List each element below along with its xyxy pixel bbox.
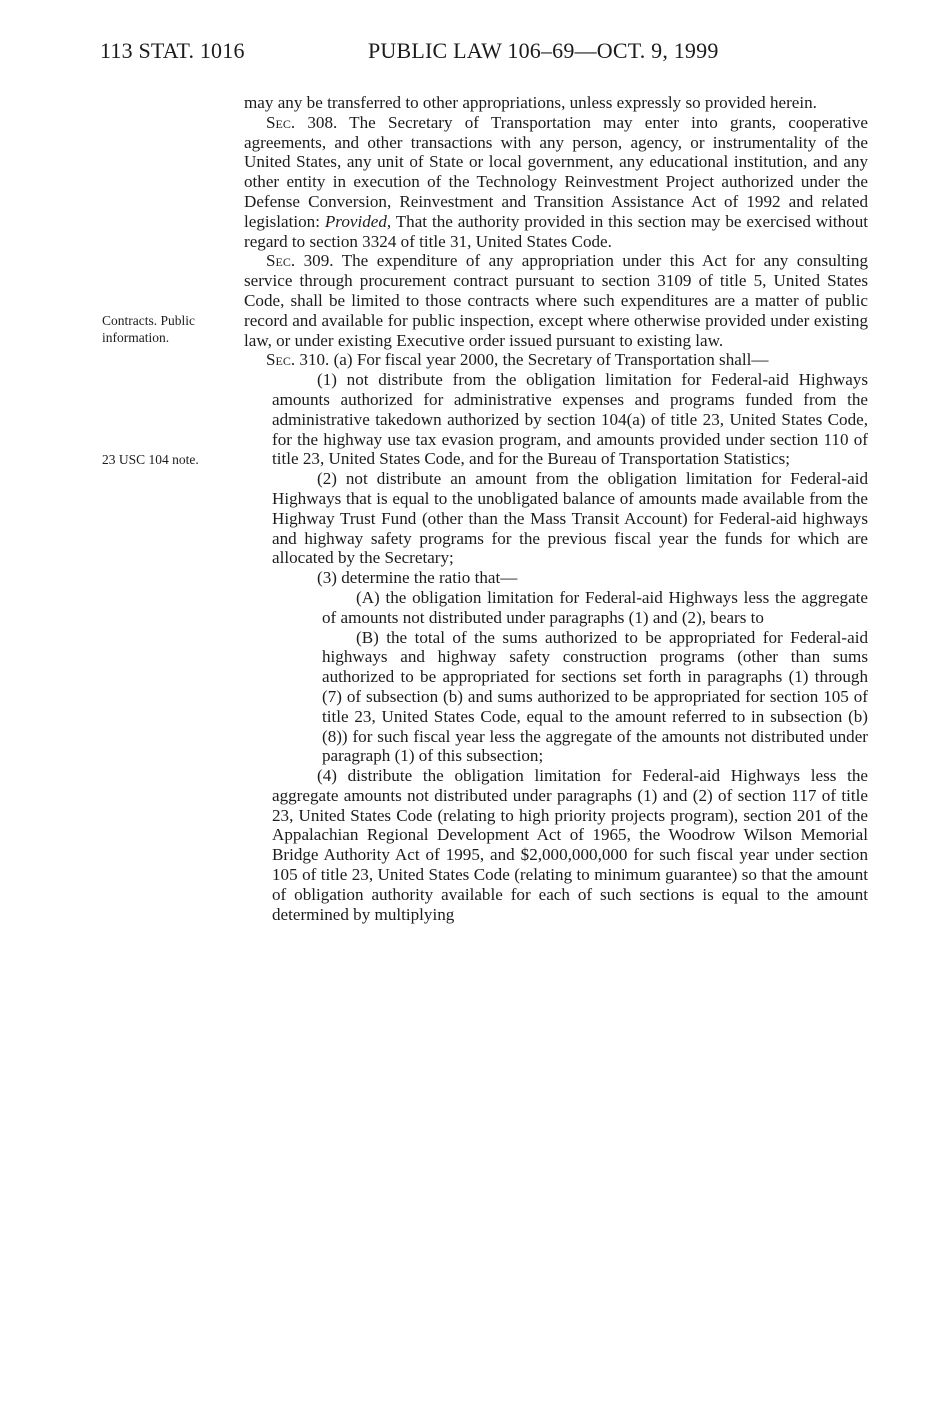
- paragraph-2: (2) not distribute an amount from the obligation limitation for Federal-aid Highways that is equal to the unobligated balance of amounts made available from the Highway Trust Fund (other than the Mass Transit Account) for Federal-aid highways and highway safety programs for the previous fiscal year the funds for which are allocated by the Secretary;: [272, 469, 868, 568]
- sec-label: Sec.: [266, 112, 296, 132]
- public-law-citation: PUBLIC LAW 106–69—OCT. 9, 1999: [368, 38, 719, 63]
- subparagraph-3A: (A) the obligation limitation for Federal-aid Highways less the aggregate of amounts not distributed under paragraphs (1) and (2), bears to: [322, 587, 868, 627]
- section-309: [244, 251, 868, 350]
- section-310: [244, 350, 868, 370]
- sec-label: Sec.: [266, 350, 296, 370]
- sec-label: Sec.: [266, 251, 296, 271]
- paragraph-4: (4) distribute the obligation limitation for Federal-aid Highways less the aggregate amounts not distributed under paragraphs (1) and (2) of section 117 of title 23, United States Code (relating to high priority projects program), section 201 of the Appalachian Regional Development Act of 1965, the Woodrow Wilson Memorial Bridge Authority Act of 1995, and $2,000,000,000 for such fiscal year under section 105 of title 23, United States Code (relating to minimum guarantee) so that the amount of obligation authority available for each of such sections is equal to the amount determined by multiplying: [272, 766, 868, 924]
- section-308: [244, 113, 868, 252]
- section-308-text-b: That the authority provided in this section may be exercised without regard to section 3324 of title 31, United States Code.: [244, 211, 868, 251]
- subparagraph-3B: (B) the total of the sums authorized to be appropriated for Federal-aid highways and highway safety construction programs (other than sums authorized to be appropriated for sections set forth in paragraphs (1) through (7) of subsection (b) and sums authorized to be appropriated for section 105 of title 23, United States Code, equal to the amount referred to in subsection (b)(8)) for such fiscal year less the aggregate of the amounts not distributed under paragraph (1) of this subsection;: [322, 627, 868, 766]
- provided-term: Provided,: [324, 211, 392, 231]
- paragraph-3: (3) determine the ratio that—: [317, 568, 518, 588]
- margin-note-usc: 23 USC 104 note.: [102, 452, 199, 467]
- section-309-text: 309. The expenditure of any appropriation under this Act for any consulting service through procurement contract pursuant to section 3109 of title 5, United States Code, shall be limited to those contracts where such expenditures are a matter of public record and available for public inspection, except where otherwise provided under existing law, or under existing Executive order issued pursuant to existing law.: [244, 251, 868, 350]
- section-310-text: 310. (a) For fiscal year 2000, the Secretary of Transportation shall—: [299, 350, 769, 370]
- section-308-text-a: 308. The Secretary of Transportation may enter into grants, cooperative agreements, and other transactions with any person, agency, or instrumentality of the United States, any unit of State or local government, any educational institution, and any other entity in execution of the Technology Reinvestment Project authorized under the Defense Conversion, Reinvestment and Transition Assistance Act of 1992 and related legislation:: [244, 112, 868, 231]
- carryover-paragraph: may any be transferred to other appropriations, unless expressly so provided herein.: [244, 93, 817, 112]
- margin-note-contracts: Contracts. Public information.: [102, 313, 195, 345]
- main-text-column: [244, 93, 868, 924]
- paragraph-1: (1) not distribute from the obligation limitation for Federal-aid Highways amounts authorized for administrative expenses and programs funded from the administrative takedown authorized by section 104(a) of title 23, United States Code, for the highway use tax evasion program, and amounts provided under section 110 of title 23, United States Code, and for the Bureau of Transportation Statistics;: [272, 370, 868, 469]
- page-header: [100, 38, 860, 68]
- stat-citation: 113 STAT. 1016: [100, 38, 245, 63]
